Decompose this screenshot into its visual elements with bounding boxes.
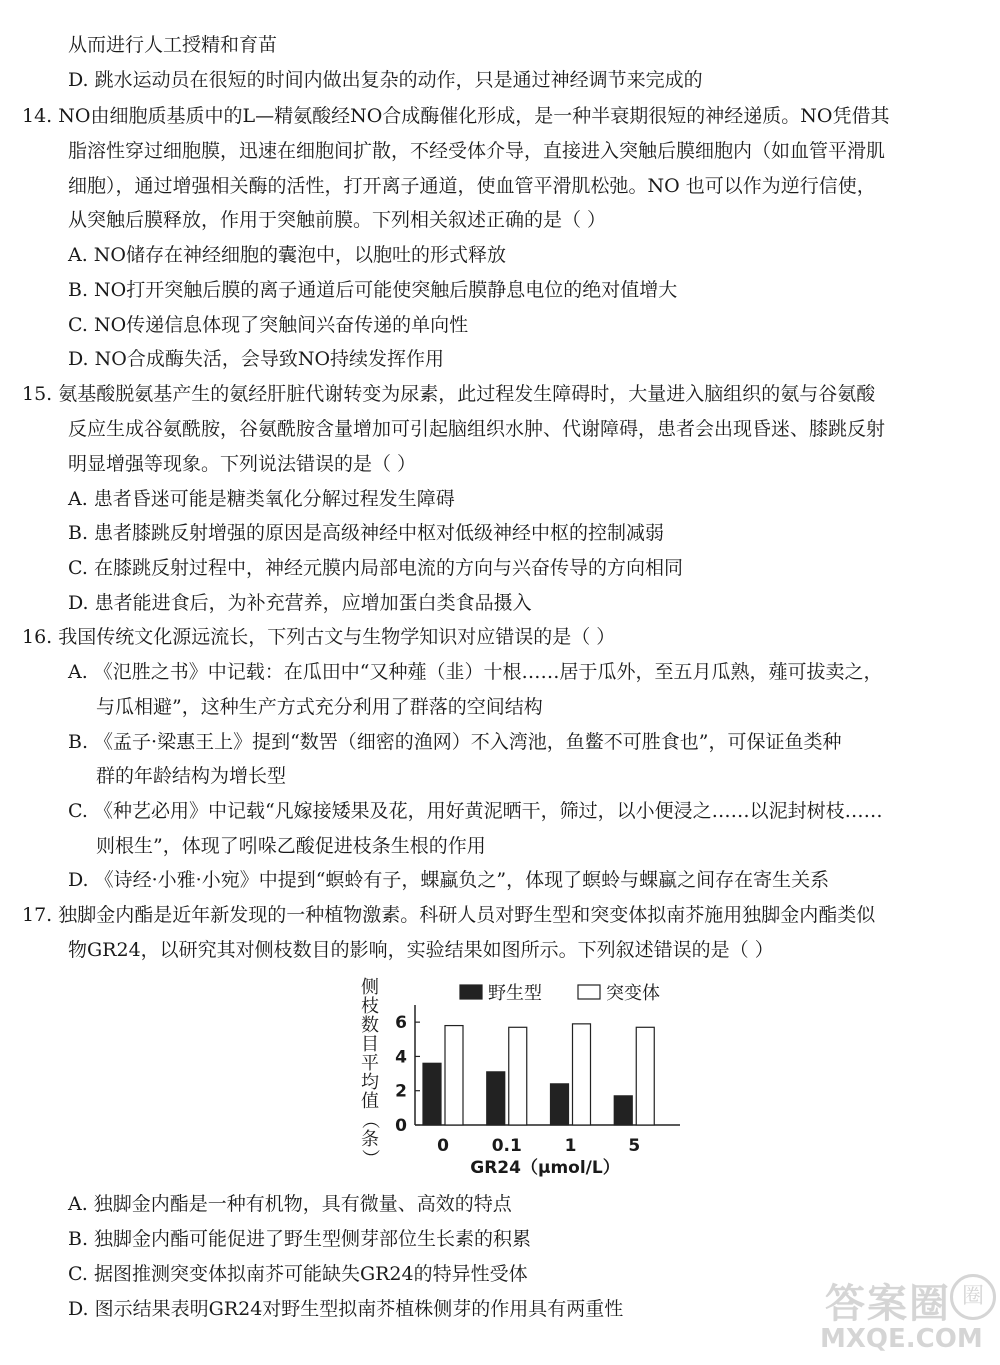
bar-wild-type — [614, 1096, 632, 1125]
y-tick-label: 4 — [395, 1047, 407, 1068]
y-axis-label-char: 值 — [361, 1091, 379, 1112]
text-line: 细胞），通过增强相关酶的活性，打开离子通道，使血管平滑肌松弛。NO 也可以作为逆行信使， — [68, 175, 876, 197]
x-tick-label: 0 — [437, 1136, 449, 1156]
x-axis-label: GR24（μmol/L） — [470, 1158, 620, 1178]
text-line: D. 跳水运动员在很短的时间内做出复杂的动作，只是通过神经调节来完成的 — [68, 69, 703, 91]
chart — [350, 975, 690, 1180]
text-line: D. 《诗经·小雅·小宛》中提到“螟蛉有子，蜾蠃负之”，体现了螟蛉与蜾蠃之间存在寄生关系 — [68, 869, 830, 891]
bar-wild-type — [423, 1063, 441, 1125]
text-line: C. 《种艺必用》中记载“凡嫁接矮果及花，用好黄泥晒干，筛过，以小便浸之……以泥封树枝…… — [68, 800, 883, 822]
legend-label: 突变体 — [606, 983, 660, 1004]
text-line: 物GR24，以研究其对侧枝数目的影响，实验结果如图所示。下列叙述错误的是（ ） — [68, 939, 774, 961]
text-line: C. 在膝跳反射过程中，神经元膜内局部电流的方向与兴奋传导的方向相同 — [68, 557, 683, 579]
watermark-text: 答案圈 — [825, 1281, 951, 1327]
text-line: A. 《氾胜之书》中记载：在瓜田中“又种薤（韭）十根……居于瓜外，至五月瓜熟，薤可拔卖之， — [68, 661, 883, 683]
chart-svg — [350, 975, 690, 1180]
bar-mutant — [509, 1027, 527, 1125]
text-line: 从突触后膜释放，作用于突触前膜。下列相关叙述正确的是（ ） — [68, 209, 607, 231]
bar-wild-type — [487, 1072, 505, 1125]
text-line: 14. NO由细胞质基质中的L—精氨酸经NO合成酶催化形成，是一种半衰期很短的神经递质。NO凭借其 — [22, 105, 890, 127]
text-line: 则根生”，体现了吲哚乙酸促进枝条生根的作用 — [96, 835, 486, 857]
text-line: 17. 独脚金内酯是近年新发现的一种植物激素。科研人员对野生型和突变体拟南芥施用独脚金内酯类似 — [22, 904, 876, 926]
x-tick-label: 1 — [564, 1136, 577, 1156]
y-tick-label: 0 — [395, 1116, 407, 1136]
y-axis-label-char: 条 — [361, 1129, 379, 1150]
text-line: B. 《孟子·梁惠王上》提到“数罟（细密的渔网）不入湾池，鱼鳖不可胜食也”，可保证鱼类种 — [68, 731, 842, 753]
y-axis-label-char: 侧 — [361, 977, 379, 998]
text-line: 从而进行人工授精和育苗 — [68, 34, 278, 56]
bar-wild-type — [551, 1084, 569, 1125]
y-axis-label-char: ） — [359, 1149, 380, 1167]
text-line: A. NO储存在神经细胞的囊泡中，以胞吐的形式释放 — [68, 244, 507, 266]
y-axis-label-char: 数 — [361, 1015, 379, 1036]
text-line: B. 患者膝跳反射增强的原因是高级神经中枢对低级神经中枢的控制减弱 — [68, 522, 665, 544]
text-line: B. 独脚金内酯可能促进了野生型侧芽部位生长素的积累 — [68, 1228, 532, 1250]
y-axis-label-char: 均 — [361, 1072, 379, 1093]
y-axis-label-char: 平 — [361, 1053, 379, 1074]
bar-mutant — [636, 1027, 654, 1125]
y-tick-label: 6 — [395, 1013, 407, 1034]
y-axis-label-char: 枝 — [361, 996, 379, 1017]
text-line: A. 独脚金内酯是一种有机物，具有微量、高效的特点 — [68, 1193, 512, 1215]
text-line: 群的年龄结构为增长型 — [96, 765, 287, 787]
legend-label: 野生型 — [488, 983, 542, 1004]
bar-mutant — [445, 1026, 463, 1125]
legend-swatch — [578, 985, 600, 999]
text-line: A. 患者昏迷可能是糖类氧化分解过程发生障碍 — [68, 488, 455, 510]
text-line: 15. 氨基酸脱氨基产生的氨经肝脏代谢转变为尿素，此过程发生障碍时，大量进入脑组织的氨与谷氨酸 — [22, 383, 876, 405]
bar-chart-gr24 — [350, 975, 690, 1180]
watermark-logo — [815, 1272, 990, 1362]
y-axis-label-char: （ — [359, 1111, 380, 1129]
watermark-site: MXQE.COM — [820, 1324, 983, 1354]
y-axis-label-char: 目 — [361, 1034, 379, 1055]
x-tick-label: 5 — [628, 1136, 641, 1156]
text-line: C. 据图推测突变体拟南芥可能缺失GR24的特异性受体 — [68, 1263, 528, 1285]
text-line: D. 图示结果表明GR24对野生型拟南芥植株侧芽的作用具有两重性 — [68, 1298, 624, 1320]
text-line: B. NO打开突触后膜的离子通道后可能使突触后膜静息电位的绝对值增大 — [68, 279, 678, 301]
legend-swatch — [460, 985, 482, 999]
text-line: 反应生成谷氨酰胺，谷氨酰胺含量增加可引起脑组织水肿、代谢障碍，患者会出现昏迷、膝跳反射 — [68, 418, 886, 440]
text-line: 16. 我国传统文化源远流长，下列古文与生物学知识对应错误的是（ ） — [22, 626, 616, 648]
bar-mutant — [573, 1024, 591, 1125]
x-tick-label: 0.1 — [491, 1136, 522, 1156]
text-line: D. 患者能进食后，为补充营养，应增加蛋白类食品摄入 — [68, 592, 532, 614]
y-tick-label: 2 — [395, 1081, 407, 1102]
text-line: 明显增强等现象。下列说法错误的是（ ） — [68, 453, 417, 475]
text-line: 与瓜相避”，这种生产方式充分利用了群落的空间结构 — [96, 696, 543, 718]
watermark-seal: 圈 — [950, 1274, 996, 1320]
text-line: C. NO传递信息体现了突触间兴奋传递的单向性 — [68, 314, 469, 336]
text-line: D. NO合成酶失活，会导致NO持续发挥作用 — [68, 348, 445, 370]
text-line: 脂溶性穿过细胞膜，迅速在细胞间扩散，不经受体介导，直接进入突触后膜细胞内（如血管平滑肌 — [68, 140, 886, 162]
